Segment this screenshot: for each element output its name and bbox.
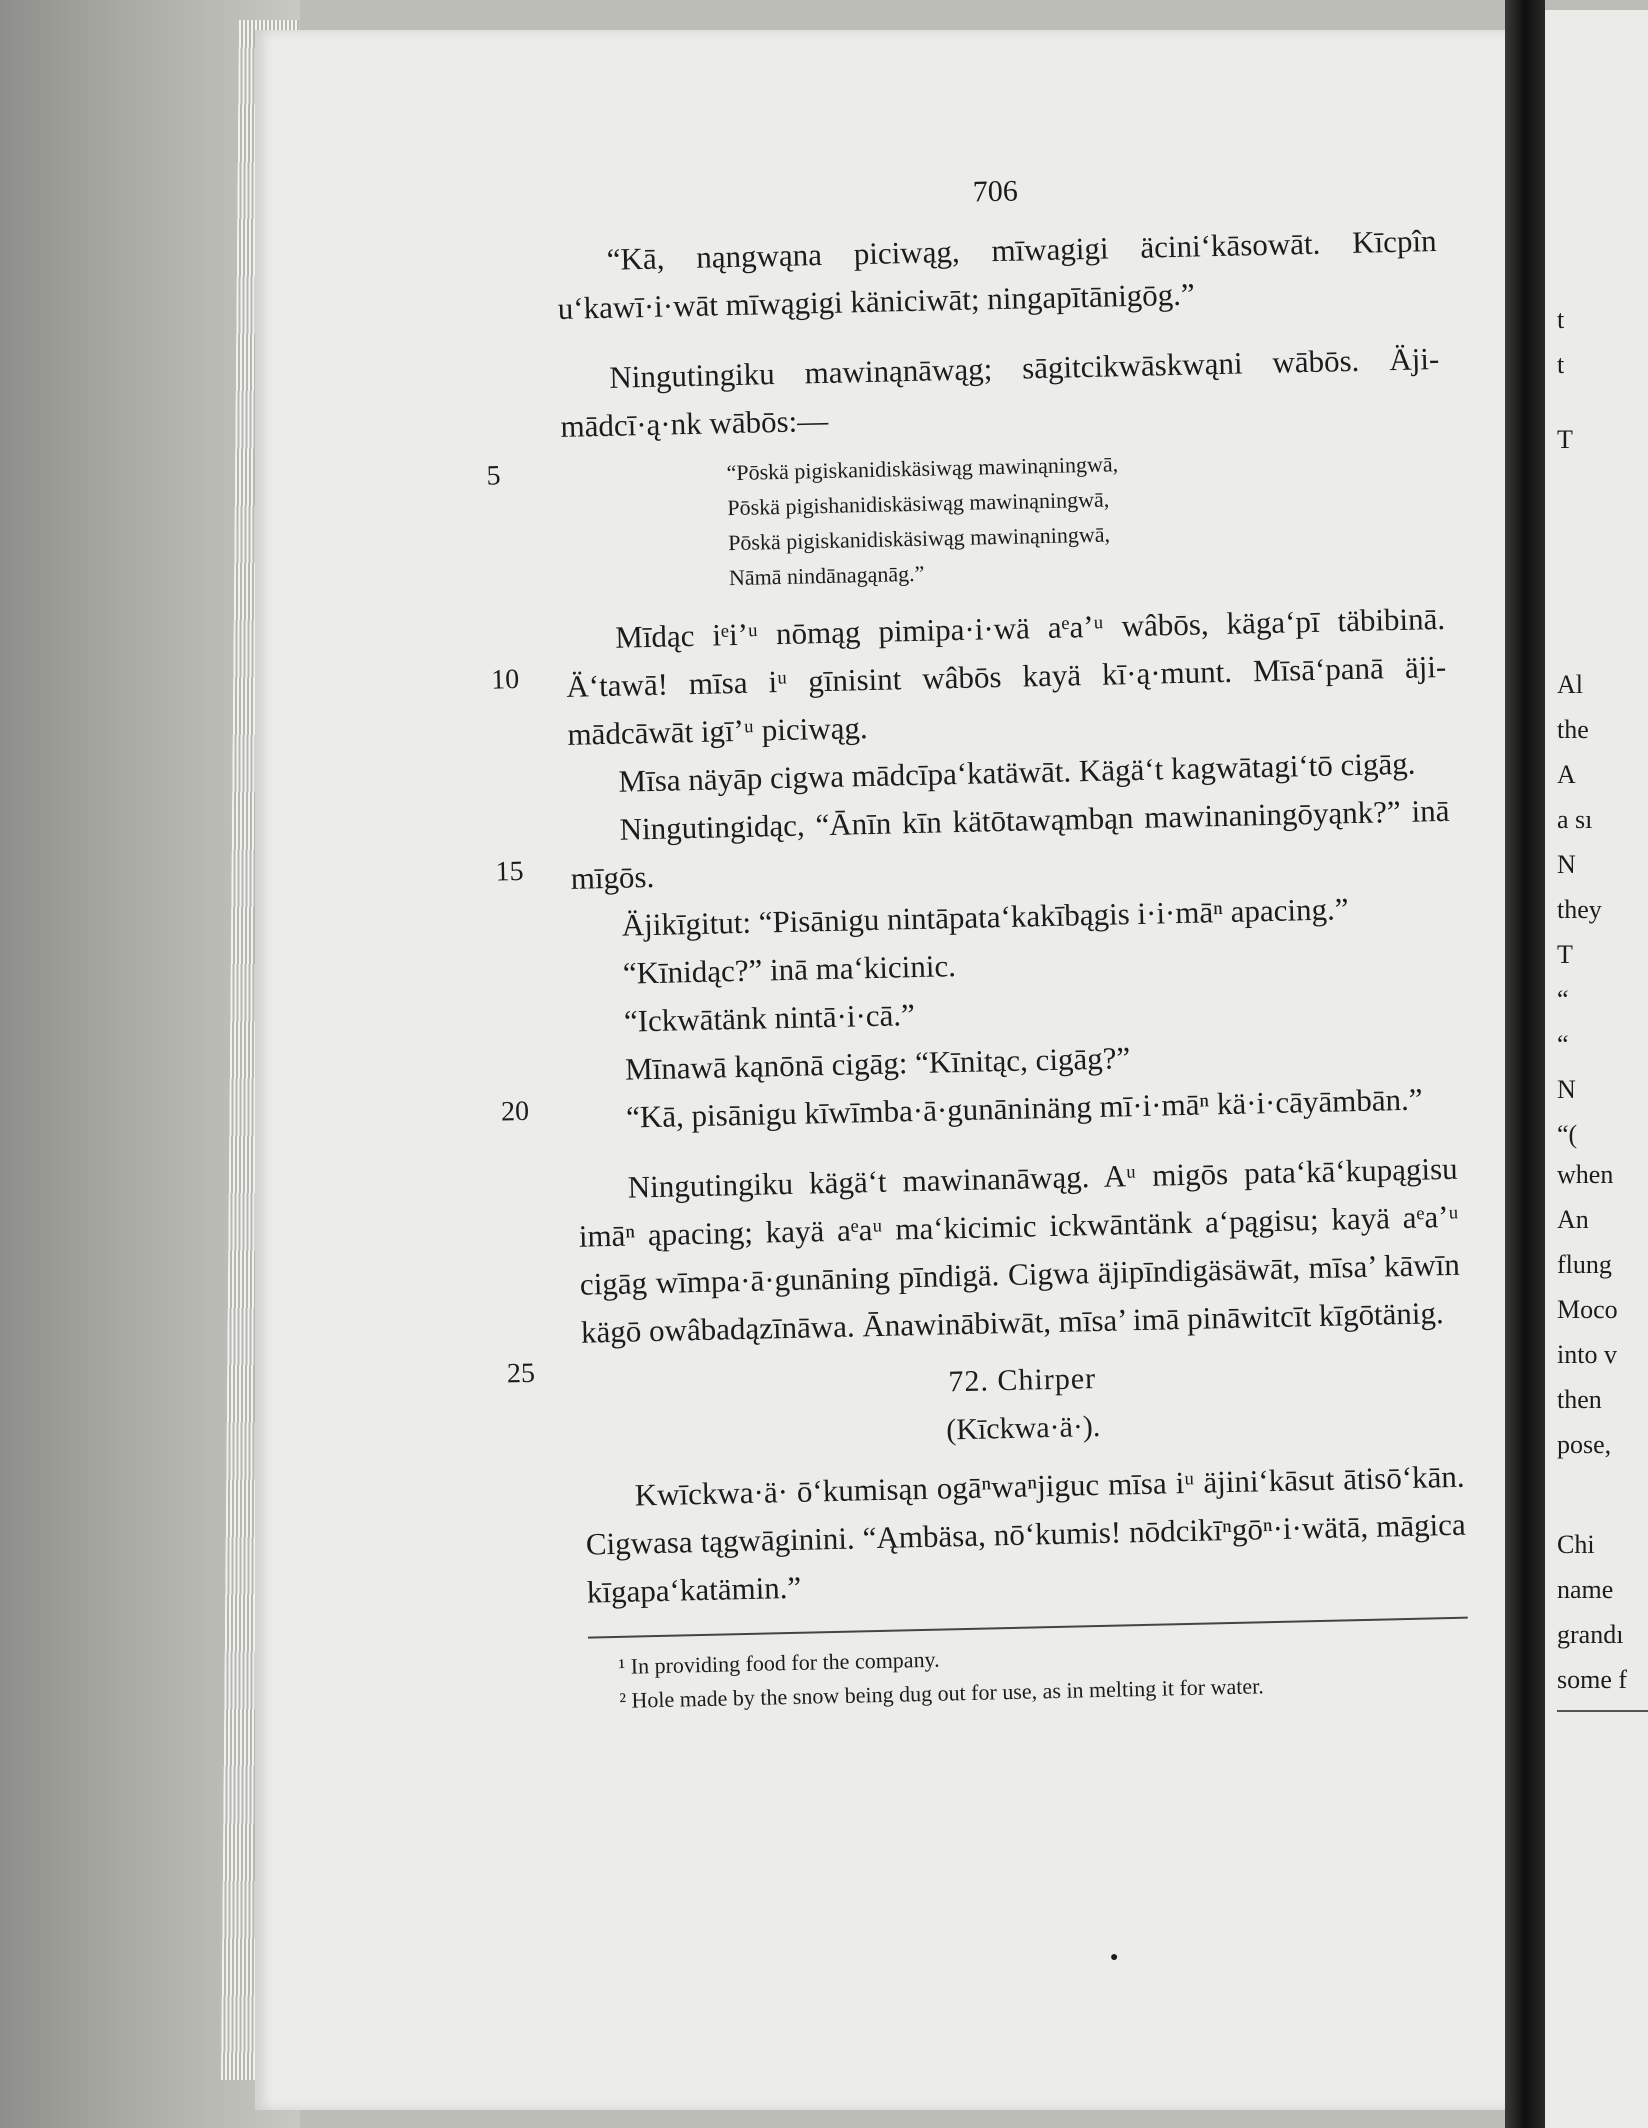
page-text-block: [486, 165, 1470, 1719]
dialogue-line: Mīnawā kąnōnā cigāg: “Kīnitąc, cigāg?”: [624, 1040, 1131, 1087]
footnote: ² Hole made by the snow being dug out for use, as in melting it for water.: [619, 1673, 1264, 1713]
line-number: 25: [506, 1357, 536, 1390]
page-number: 706: [972, 174, 1019, 209]
book-gutter: [1505, 0, 1545, 2128]
right-page-fragment: N: [1557, 850, 1576, 879]
song-line: Pōskä pigiskanidiskäsiwąg mawinąningwā,: [727, 521, 1111, 556]
right-page: [1545, 10, 1648, 2128]
song-verse: [486, 439, 1444, 595]
right-page-fragment: A: [1557, 760, 1576, 789]
page-speck: ●: [1110, 1950, 1119, 1965]
right-page-fragment: T: [1557, 425, 1573, 454]
right-page-fragment: Chi: [1557, 1530, 1595, 1559]
right-page-fragment: t: [1557, 305, 1565, 334]
right-page-fragment: “: [1557, 985, 1569, 1014]
right-page-fragment: An: [1557, 1205, 1589, 1234]
dialogue-line: “Ickwātänk nintā·i·cā.”: [623, 997, 916, 1039]
line-number: 20: [500, 1095, 530, 1128]
dialogue-line: “Kīnidąc?” inā ma‘kicinic.: [622, 948, 957, 991]
right-page-fragment: some f: [1557, 1665, 1628, 1694]
section-subtitle: (Kīckwa·ä·).: [945, 1409, 1101, 1447]
line-number: 15: [495, 855, 524, 888]
right-page-fragment: Moco: [1557, 1295, 1618, 1324]
right-page-fragment: when: [1557, 1160, 1614, 1189]
right-page-fragment: then: [1557, 1385, 1602, 1414]
line-number: 10: [490, 663, 520, 696]
paragraph: Ningutingidąc, “Ānīn kīn kätōtawąmbąn mawinaningōyąnk?” inā mīgōs.: [570, 792, 1450, 896]
right-page-fragment: t: [1557, 350, 1565, 379]
right-page-rule: [1557, 1710, 1648, 1712]
right-page-fragment: a sı: [1557, 805, 1593, 834]
paragraph: Mīdąc iᵉi’ᵘ nōmąg pimipa·i·wä aᵉa’ᵘ wâbōs, käga‘pī täbibinā. Ä‘tawā! mīsa iᵘ gīnisint wâbōs kayä kī·ą·munt. Mīsā‘panā äjimādcāwāt igī’ᵘ piciwąg.: [565, 600, 1447, 752]
song-line: Nāmā nindānagąnāg.”: [728, 560, 925, 591]
right-page-fragment: N: [1557, 1075, 1576, 1104]
right-page-fragment: Al: [1557, 670, 1583, 699]
right-page-fragment: “(: [1557, 1120, 1578, 1149]
section-title: 72. Chirper: [948, 1362, 1097, 1399]
dialogue-line: Äjikīgitut: “Pisānigu nintāpata‘kakībągis i·i·māⁿ apacing.”: [621, 891, 1349, 943]
paragraph: Mīsa näyāp cigwa mādcīpa‘katäwāt. Kägä‘t kagwātagi‘tō cigāg.: [618, 745, 1416, 799]
right-page-fragment: T: [1557, 940, 1573, 969]
song-line: “Pōskä pigiskanidiskäsiwąg mawinąningwā,: [726, 451, 1119, 486]
paragraph: Ningutingiku kägä‘t mawinanāwąg. Aᵘ migōs pata‘kā‘kupągisu imāⁿ ąpacing; kayä aᵉaᵘ ma‘kicimic ickwāntänk a‘pągisu; kayä aᵉa’ᵘ cigāg wīmpa·ā·gunāning pīndigä. Cigwa äjipīndigäsäwāt, mīsa’ kāwīn kägō owâbadązīnāwa. Ānawinābiwāt, mīsa’ imā pināwitcīt kīgōtänig.: [578, 1150, 1461, 1350]
right-page-fragment: they: [1557, 895, 1602, 924]
footnote: ¹ In providing food for the company.: [618, 1646, 940, 1679]
right-page-fragment: grandı: [1557, 1620, 1624, 1649]
line-number: 5: [486, 460, 501, 492]
right-page-fragment: into v: [1557, 1340, 1617, 1369]
right-page-fragment: the: [1557, 715, 1589, 744]
right-page-fragment: name: [1557, 1575, 1614, 1604]
right-page-fragment: “: [1557, 1030, 1569, 1059]
dialogue-line: “Kā, pisānigu kīwīmba·ā·gunāninäng mī·i·māⁿ kä·i·cāyāmbān.”: [625, 1081, 1423, 1135]
right-page-fragment: flung: [1557, 1250, 1612, 1279]
right-page-fragment: pose,: [1557, 1430, 1612, 1459]
paragraph: “Kā, nąngwąna piciwąg, mīwagigi äcini‘kāsowāt. Kīcpîn u‘kawī·i·wāt mīwągigi käniciwāt; ningapītānigōg.”: [557, 223, 1437, 326]
paragraph: Kwīckwa·ä· ō‘kumisąn ogāⁿwaⁿjiguc mīsa iᵘ äjini‘kāsut ātisō‘kān. Cigwasa tągwāginini. “Ąmbäsa, nō‘kumis! nōdcikīⁿgōⁿ·i·wätā, māgica kīgapa‘katämin.”: [585, 1458, 1467, 1610]
paragraph: Ningutingiku mawinąnāwąg; sāgitcikwāskwąni wābōs. Äjimādcī·ą·nk wābōs:—: [560, 340, 1440, 444]
song-line: Pōskä pigishanidiskäsiwąg mawinąningwā,: [727, 486, 1110, 521]
